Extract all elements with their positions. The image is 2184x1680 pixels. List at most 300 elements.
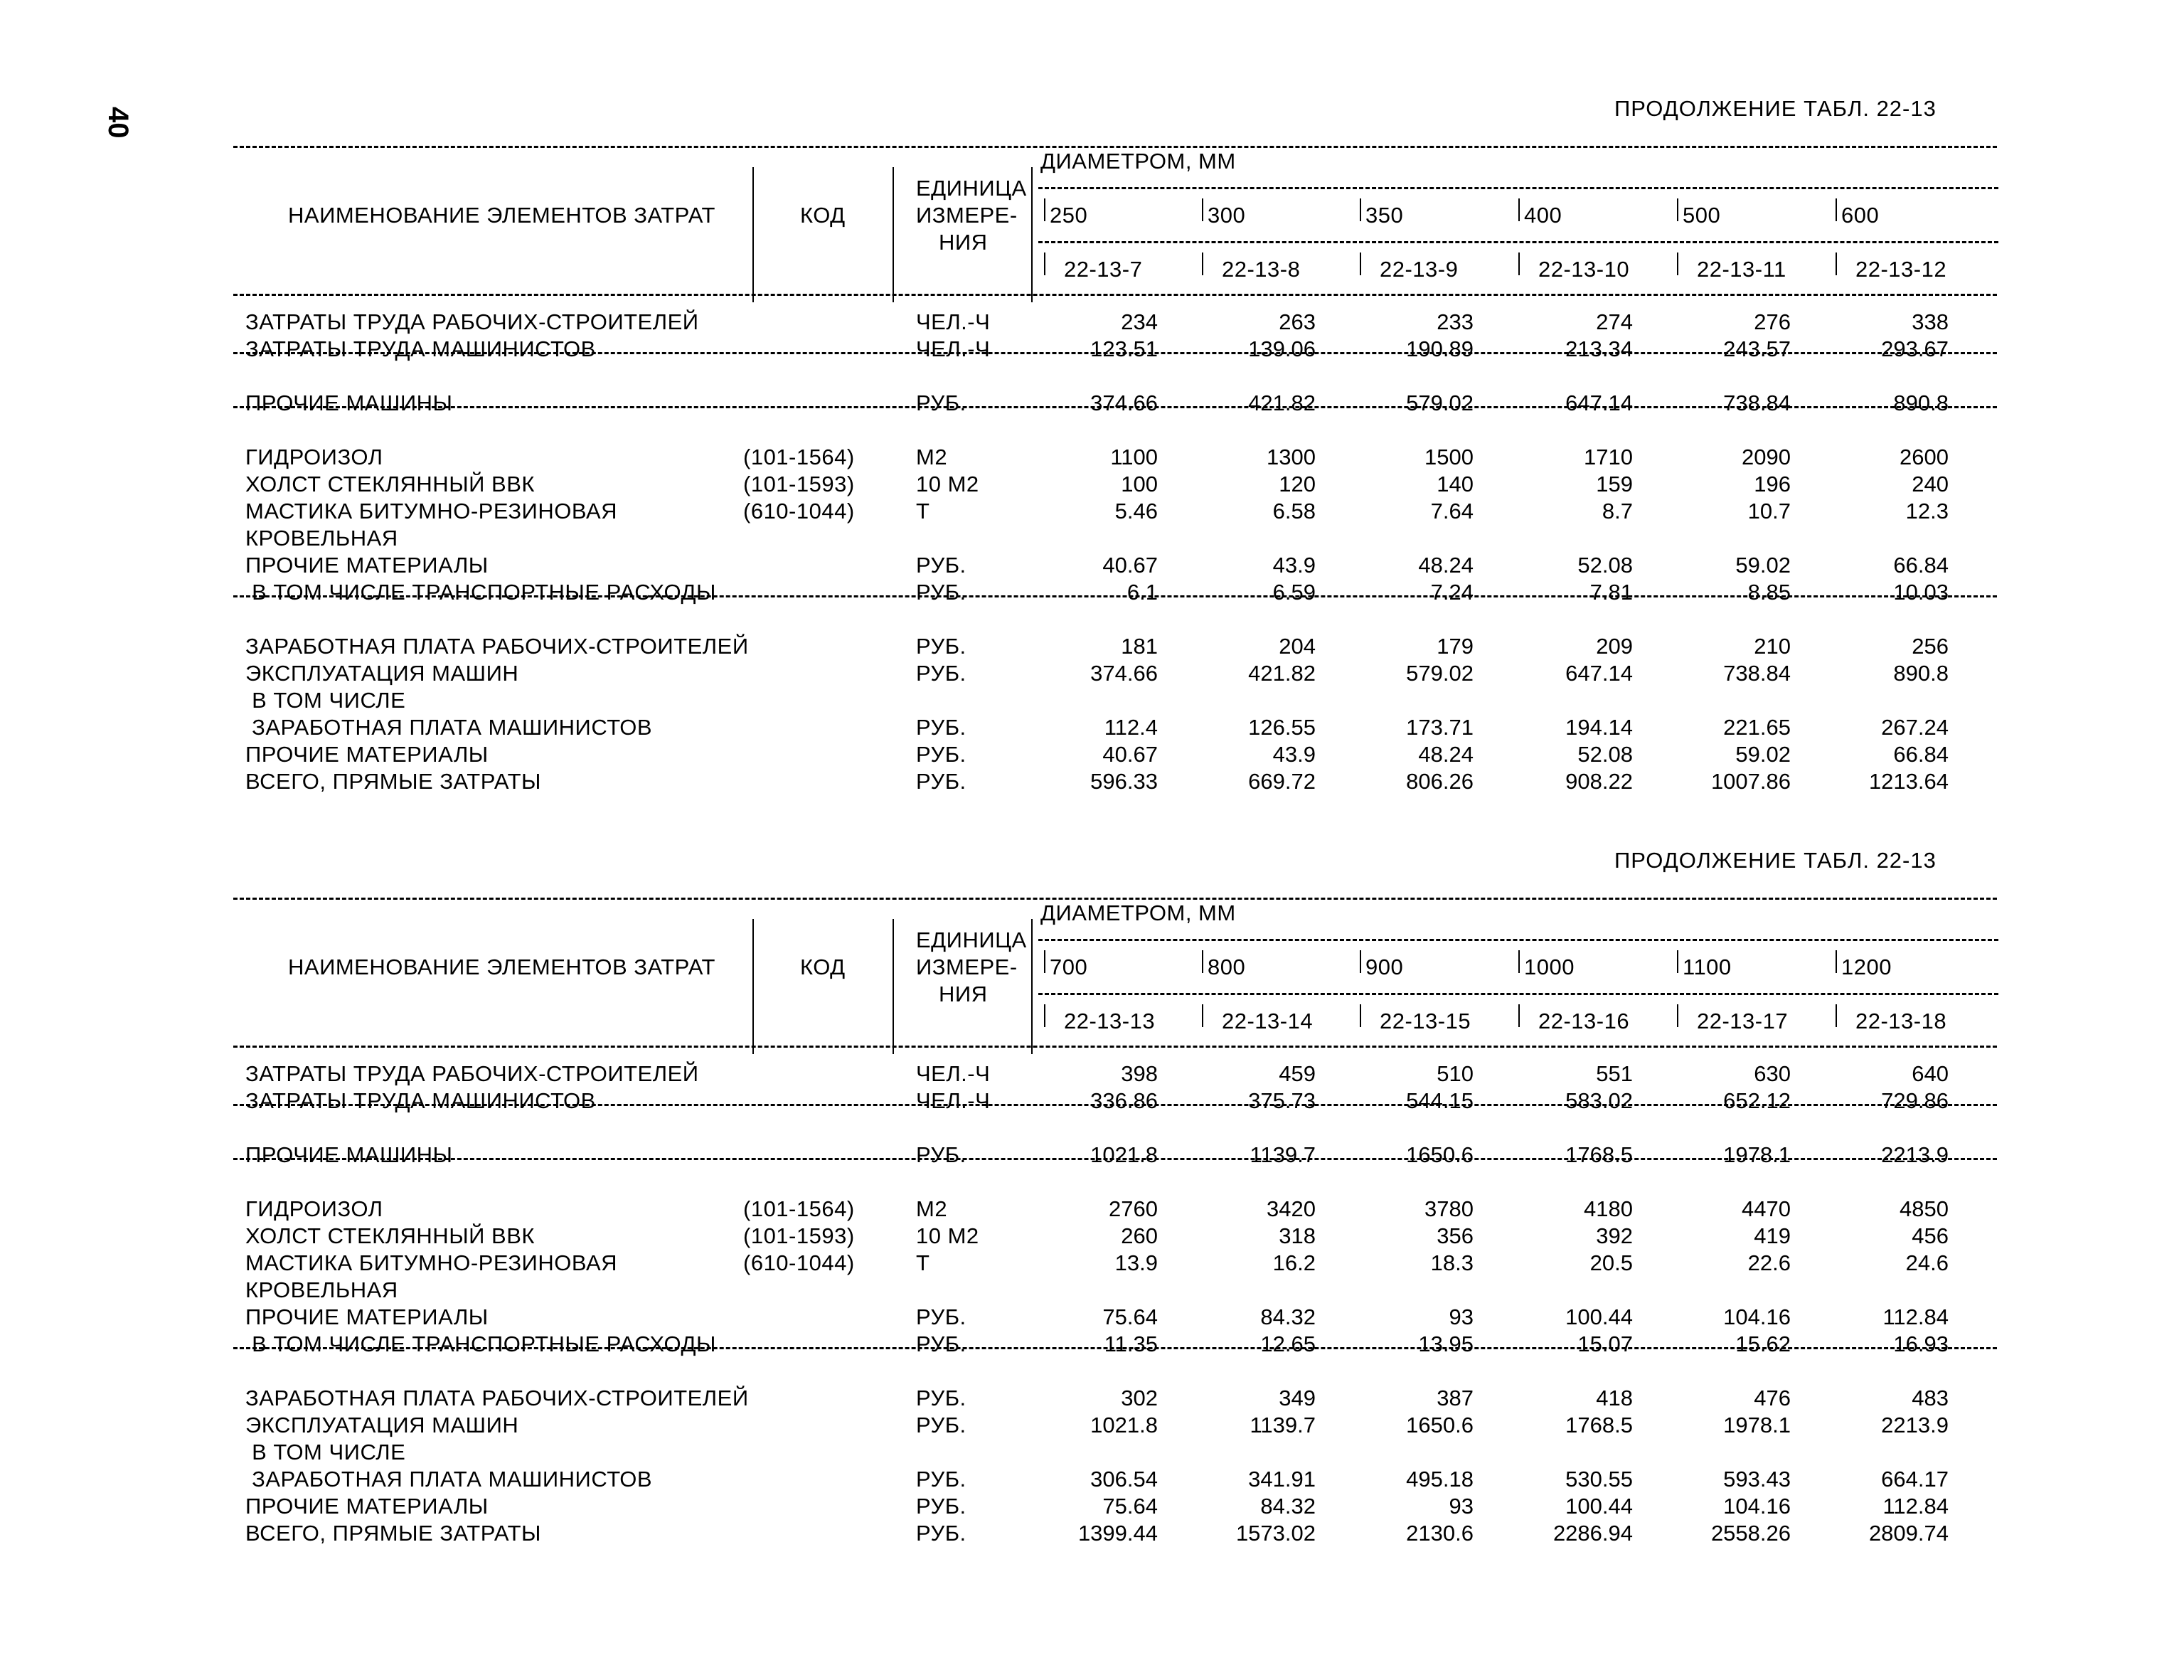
row-unit: РУБ. xyxy=(916,390,966,415)
row-name: В ТОМ ЧИСЛЕ ТРАНСПОРТНЫЕ РАСХОДЫ xyxy=(245,1331,716,1356)
group-separator-rule xyxy=(233,352,1997,354)
row-value: 530.55 xyxy=(1565,1467,1633,1492)
row-unit: ЧЕЛ.-Ч xyxy=(916,336,991,361)
row-value: 140 xyxy=(1437,472,1474,496)
row-value: 93 xyxy=(1449,1304,1474,1329)
row-value: 7.64 xyxy=(1430,499,1474,523)
code-separator xyxy=(1518,1004,1520,1027)
diameter-header: 600 xyxy=(1841,203,1880,228)
row-value: 13.95 xyxy=(1418,1331,1474,1356)
diameter-header: 500 xyxy=(1683,203,1721,228)
norm-code-header: 22-13-16 xyxy=(1538,1009,1630,1033)
code-subrule xyxy=(1038,241,1998,243)
code-column-header: КОД xyxy=(800,955,846,979)
row-value: 7.81 xyxy=(1589,580,1633,605)
row-code: (101-1564) xyxy=(743,1196,855,1221)
unit-column-header: ЕДИНИЦА xyxy=(916,176,1027,201)
row-value: 647.14 xyxy=(1565,661,1633,686)
header-separator xyxy=(1031,919,1033,1054)
row-value: 1650.6 xyxy=(1406,1142,1474,1167)
row-value: 120 xyxy=(1279,472,1316,496)
row-name: ЗАРАБОТНАЯ ПЛАТА МАШИНИСТОВ xyxy=(245,1467,653,1492)
row-value: 18.3 xyxy=(1430,1250,1474,1275)
row-value: 387 xyxy=(1437,1386,1474,1410)
diameter-separator xyxy=(1360,198,1361,221)
row-name: ГИДРОИЗОЛ xyxy=(245,1196,383,1221)
row-value: 104.16 xyxy=(1723,1494,1791,1519)
row-value: 16.2 xyxy=(1272,1250,1316,1275)
row-value: 7.24 xyxy=(1430,580,1474,605)
row-unit: ЧЕЛ.-Ч xyxy=(916,309,991,334)
diameter-separator xyxy=(1836,198,1837,221)
diameter-separator xyxy=(1518,198,1520,221)
row-value: 302 xyxy=(1121,1386,1158,1410)
row-name: ЭКСПЛУАТАЦИЯ МАШИН xyxy=(245,661,519,686)
row-value: 1021.8 xyxy=(1090,1142,1158,1167)
row-value: 112.4 xyxy=(1104,715,1158,740)
row-value: 190.89 xyxy=(1406,336,1474,361)
row-value: 2213.9 xyxy=(1881,1413,1949,1437)
row-value: 3420 xyxy=(1267,1196,1316,1221)
code-separator xyxy=(1677,252,1678,275)
row-value: 647.14 xyxy=(1565,390,1633,415)
norm-code-header: 22-13-11 xyxy=(1697,257,1786,282)
group-subrule xyxy=(1038,187,1998,189)
row-value: 1768.5 xyxy=(1565,1142,1633,1167)
row-name: ПРОЧИЕ МАТЕРИАЛЫ xyxy=(245,553,489,578)
row-value: 2760 xyxy=(1109,1196,1158,1221)
header-bottom-rule xyxy=(233,1046,1997,1048)
row-value: 374.66 xyxy=(1090,661,1158,686)
row-value: 210 xyxy=(1754,634,1791,659)
row-value: 392 xyxy=(1596,1223,1633,1248)
row-value: 669.72 xyxy=(1248,769,1316,794)
diameter-separator xyxy=(1677,950,1678,973)
row-value: 551 xyxy=(1596,1061,1633,1086)
row-name: ПРОЧИЕ МАТЕРИАЛЫ xyxy=(245,1494,489,1519)
row-unit: 10 М2 xyxy=(916,1223,979,1248)
row-value: 123.51 xyxy=(1090,336,1158,361)
norm-code-header: 22-13-9 xyxy=(1380,257,1459,282)
header-top-rule xyxy=(233,898,1997,900)
row-value: 22.6 xyxy=(1747,1250,1791,1275)
row-value: 15.62 xyxy=(1735,1331,1791,1356)
diameter-separator xyxy=(1677,198,1678,221)
row-value: 12.3 xyxy=(1905,499,1949,523)
row-name: ВСЕГО, ПРЯМЫЕ ЗАТРАТЫ xyxy=(245,769,541,794)
row-value: 194.14 xyxy=(1565,715,1633,740)
row-name: ЗАТРАТЫ ТРУДА МАШИНИСТОВ xyxy=(245,336,596,361)
row-value: 1021.8 xyxy=(1090,1413,1158,1437)
norm-code-header: 22-13-12 xyxy=(1855,257,1947,282)
unit-column-header: НИЯ xyxy=(939,982,988,1006)
row-value: 173.71 xyxy=(1406,715,1474,740)
row-value: 12.65 xyxy=(1260,1331,1316,1356)
code-separator xyxy=(1518,252,1520,275)
row-code: (101-1593) xyxy=(743,472,855,496)
row-value: 336.86 xyxy=(1090,1088,1158,1113)
row-value: 84.32 xyxy=(1260,1304,1316,1329)
row-value: 48.24 xyxy=(1418,553,1474,578)
row-value: 16.93 xyxy=(1893,1331,1949,1356)
row-value: 652.12 xyxy=(1723,1088,1791,1113)
header-separator xyxy=(752,919,754,1054)
row-value: 1500 xyxy=(1424,445,1474,469)
row-code: (101-1593) xyxy=(743,1223,855,1248)
unit-column-header: НИЯ xyxy=(939,230,988,255)
row-name: В ТОМ ЧИСЛЕ ТРАНСПОРТНЫЕ РАСХОДЫ xyxy=(245,580,716,605)
row-value: 356 xyxy=(1437,1223,1474,1248)
row-value: 10.03 xyxy=(1893,580,1949,605)
row-unit: РУБ. xyxy=(916,742,966,767)
row-unit: РУБ. xyxy=(916,634,966,659)
row-value: 274 xyxy=(1596,309,1633,334)
row-value: 276 xyxy=(1754,309,1791,334)
row-value: 112.84 xyxy=(1882,1304,1949,1329)
row-value: 75.64 xyxy=(1102,1304,1158,1329)
row-value: 84.32 xyxy=(1260,1494,1316,1519)
row-value: 48.24 xyxy=(1418,742,1474,767)
code-separator xyxy=(1044,252,1045,275)
row-name: МАСТИКА БИТУМНО-РЕЗИНОВАЯ xyxy=(245,1250,618,1275)
header-bottom-rule xyxy=(233,294,1997,296)
diameter-separator xyxy=(1202,950,1203,973)
row-value: 495.18 xyxy=(1406,1467,1474,1492)
row-code: (101-1564) xyxy=(743,445,855,469)
row-name: ХОЛСТ СТЕКЛЯННЫЙ ВВК xyxy=(245,472,535,496)
row-unit: РУБ. xyxy=(916,1467,966,1492)
row-unit: 10 М2 xyxy=(916,472,979,496)
row-value: 510 xyxy=(1437,1061,1474,1086)
row-value: 100 xyxy=(1121,472,1158,496)
row-value: 40.67 xyxy=(1102,553,1158,578)
row-value: 260 xyxy=(1121,1223,1158,1248)
norm-code-header: 22-13-10 xyxy=(1538,257,1630,282)
row-name: МАСТИКА БИТУМНО-РЕЗИНОВАЯ xyxy=(245,499,618,523)
row-value: 1710 xyxy=(1584,445,1633,469)
unit-column-header: ИЗМЕРЕ- xyxy=(916,203,1018,228)
row-name: ЗАТРАТЫ ТРУДА МАШИНИСТОВ xyxy=(245,1088,596,1113)
row-value: 221.65 xyxy=(1723,715,1791,740)
row-value: 4470 xyxy=(1742,1196,1791,1221)
row-value: 159 xyxy=(1596,472,1633,496)
unit-column-header: ЕДИНИЦА xyxy=(916,927,1027,952)
row-unit: РУБ. xyxy=(916,1386,966,1410)
row-value: 11.35 xyxy=(1104,1331,1158,1356)
name-column-header: НАИМЕНОВАНИЕ ЭЛЕМЕНТОВ ЗАТРАТ xyxy=(288,203,715,228)
row-value: 100.44 xyxy=(1565,1494,1633,1519)
row-value: 398 xyxy=(1121,1061,1158,1086)
row-value: 2600 xyxy=(1900,445,1949,469)
row-value: 1768.5 xyxy=(1565,1413,1633,1437)
row-value: 640 xyxy=(1912,1061,1949,1086)
row-value: 263 xyxy=(1279,309,1316,334)
group-separator-rule xyxy=(233,1104,1997,1106)
row-value: 544.15 xyxy=(1406,1088,1474,1113)
diameter-separator xyxy=(1202,198,1203,221)
row-value: 40.67 xyxy=(1102,742,1158,767)
diameter-header: 250 xyxy=(1050,203,1088,228)
row-value: 306.54 xyxy=(1090,1467,1158,1492)
diameter-group-header: ДИАМЕТРОМ, ММ xyxy=(1040,149,1236,174)
header-separator xyxy=(893,167,894,302)
row-name: ЭКСПЛУАТАЦИЯ МАШИН xyxy=(245,1413,519,1437)
diameter-header: 800 xyxy=(1208,955,1246,979)
row-value: 2130.6 xyxy=(1406,1521,1474,1546)
row-value: 2286.94 xyxy=(1552,1521,1633,1546)
diameter-separator xyxy=(1044,198,1045,221)
row-value: 13.9 xyxy=(1114,1250,1158,1275)
row-value: 349 xyxy=(1279,1386,1316,1410)
row-value: 234 xyxy=(1121,309,1158,334)
row-value: 1139.7 xyxy=(1250,1413,1316,1437)
row-value: 338 xyxy=(1912,309,1949,334)
norm-code-header: 22-13-13 xyxy=(1064,1009,1156,1033)
row-unit: М2 xyxy=(916,1196,948,1221)
row-value: 5.46 xyxy=(1114,499,1158,523)
row-value: 579.02 xyxy=(1406,661,1474,686)
row-unit: РУБ. xyxy=(916,553,966,578)
row-name: В ТОМ ЧИСЛЕ xyxy=(245,1440,406,1464)
row-value: 243.57 xyxy=(1723,336,1791,361)
row-name: ВСЕГО, ПРЯМЫЕ ЗАТРАТЫ xyxy=(245,1521,541,1546)
row-name: ЗАТРАТЫ ТРУДА РАБОЧИХ-СТРОИТЕЛЕЙ xyxy=(245,309,699,334)
code-separator xyxy=(1044,1004,1045,1027)
code-separator xyxy=(1202,252,1203,275)
row-value: 483 xyxy=(1912,1386,1949,1410)
row-value: 256 xyxy=(1912,634,1949,659)
row-unit: РУБ. xyxy=(916,661,966,686)
row-unit: РУБ. xyxy=(916,1494,966,1519)
diameter-header: 300 xyxy=(1208,203,1246,228)
continuation-title: ПРОДОЛЖЕНИЕ ТАБЛ. 22-13 xyxy=(1614,96,1937,121)
group-subrule xyxy=(1038,939,1998,941)
row-name: ПРОЧИЕ МАШИНЫ xyxy=(245,1142,453,1167)
row-value: 66.84 xyxy=(1893,553,1949,578)
row-name: КРОВЕЛЬНАЯ xyxy=(245,1277,398,1302)
row-value: 476 xyxy=(1754,1386,1791,1410)
row-value: 181 xyxy=(1121,634,1158,659)
row-name: ПРОЧИЕ МАШИНЫ xyxy=(245,390,453,415)
row-code: (610-1044) xyxy=(743,499,855,523)
row-name: ПРОЧИЕ МАТЕРИАЛЫ xyxy=(245,742,489,767)
row-unit: РУБ. xyxy=(916,1304,966,1329)
norm-code-header: 22-13-17 xyxy=(1697,1009,1789,1033)
row-value: 890.8 xyxy=(1893,390,1949,415)
row-unit: М2 xyxy=(916,445,948,469)
row-name: ЗАРАБОТНАЯ ПЛАТА РАБОЧИХ-СТРОИТЕЛЕЙ xyxy=(245,634,749,659)
diameter-header: 1000 xyxy=(1524,955,1575,979)
diameter-header: 700 xyxy=(1050,955,1088,979)
row-name: ГИДРОИЗОЛ xyxy=(245,445,383,469)
row-value: 10.7 xyxy=(1747,499,1791,523)
row-value: 179 xyxy=(1437,634,1474,659)
norm-code-header: 22-13-8 xyxy=(1222,257,1301,282)
row-name: КРОВЕЛЬНАЯ xyxy=(245,526,398,551)
row-value: 579.02 xyxy=(1406,390,1474,415)
row-value: 2213.9 xyxy=(1881,1142,1949,1167)
row-value: 459 xyxy=(1279,1061,1316,1086)
row-value: 418 xyxy=(1596,1386,1633,1410)
row-value: 4180 xyxy=(1584,1196,1633,1221)
row-value: 43.9 xyxy=(1272,553,1316,578)
row-value: 664.17 xyxy=(1881,1467,1949,1492)
row-value: 66.84 xyxy=(1893,742,1949,767)
header-separator xyxy=(752,167,754,302)
row-value: 8.85 xyxy=(1747,580,1791,605)
name-column-header: НАИМЕНОВАНИЕ ЭЛЕМЕНТОВ ЗАТРАТ xyxy=(288,955,715,979)
row-unit: РУБ. xyxy=(916,715,966,740)
row-unit: РУБ. xyxy=(916,1331,966,1356)
row-value: 6.1 xyxy=(1126,580,1158,605)
row-value: 213.34 xyxy=(1565,336,1633,361)
row-value: 1573.02 xyxy=(1235,1521,1316,1546)
group-separator-rule xyxy=(233,1347,1997,1349)
row-value: 890.8 xyxy=(1893,661,1949,686)
row-value: 1213.64 xyxy=(1868,769,1949,794)
diameter-header: 350 xyxy=(1365,203,1404,228)
row-value: 196 xyxy=(1754,472,1791,496)
row-value: 104.16 xyxy=(1723,1304,1791,1329)
row-value: 24.6 xyxy=(1905,1250,1949,1275)
row-value: 59.02 xyxy=(1735,742,1791,767)
row-name: В ТОМ ЧИСЛЕ xyxy=(245,688,406,713)
row-value: 1007.86 xyxy=(1710,769,1791,794)
row-name: ЗАРАБОТНАЯ ПЛАТА МАШИНИСТОВ xyxy=(245,715,653,740)
row-value: 374.66 xyxy=(1090,390,1158,415)
row-value: 112.84 xyxy=(1882,1494,1949,1519)
code-column-header: КОД xyxy=(800,203,846,228)
row-name: ЗАТРАТЫ ТРУДА РАБОЧИХ-СТРОИТЕЛЕЙ xyxy=(245,1061,699,1086)
row-value: 456 xyxy=(1912,1223,1949,1248)
row-value: 375.73 xyxy=(1248,1088,1316,1113)
row-value: 204 xyxy=(1279,634,1316,659)
row-unit: РУБ. xyxy=(916,1413,966,1437)
code-separator xyxy=(1677,1004,1678,1027)
row-value: 139.06 xyxy=(1248,336,1316,361)
row-value: 738.84 xyxy=(1723,390,1791,415)
row-value: 100.44 xyxy=(1565,1304,1633,1329)
row-value: 341.91 xyxy=(1248,1467,1316,1492)
row-value: 1139.7 xyxy=(1250,1142,1316,1167)
row-value: 421.82 xyxy=(1248,661,1316,686)
norm-code-header: 22-13-18 xyxy=(1855,1009,1947,1033)
row-value: 52.08 xyxy=(1577,553,1633,578)
row-value: 806.26 xyxy=(1406,769,1474,794)
row-value: 233 xyxy=(1437,309,1474,334)
page-number: 40 xyxy=(102,107,134,139)
row-unit: ЧЕЛ.-Ч xyxy=(916,1088,991,1113)
row-value: 1978.1 xyxy=(1723,1413,1791,1437)
code-subrule xyxy=(1038,993,1998,995)
row-value: 3780 xyxy=(1424,1196,1474,1221)
row-name: ЗАРАБОТНАЯ ПЛАТА РАБОЧИХ-СТРОИТЕЛЕЙ xyxy=(245,1386,749,1410)
code-separator xyxy=(1836,252,1837,275)
row-value: 729.86 xyxy=(1881,1088,1949,1113)
row-unit: РУБ. xyxy=(916,1142,966,1167)
diameter-separator xyxy=(1044,950,1045,973)
diameter-header: 400 xyxy=(1524,203,1562,228)
row-value: 267.24 xyxy=(1881,715,1949,740)
diameter-separator xyxy=(1518,950,1520,973)
header-separator xyxy=(1031,167,1033,302)
row-value: 4850 xyxy=(1900,1196,1949,1221)
row-value: 1300 xyxy=(1267,445,1316,469)
norm-code-header: 22-13-14 xyxy=(1222,1009,1314,1033)
code-separator xyxy=(1202,1004,1203,1027)
row-unit: РУБ. xyxy=(916,769,966,794)
row-value: 20.5 xyxy=(1589,1250,1633,1275)
row-value: 738.84 xyxy=(1723,661,1791,686)
row-value: 421.82 xyxy=(1248,390,1316,415)
row-value: 2090 xyxy=(1742,445,1791,469)
row-value: 6.59 xyxy=(1272,580,1316,605)
diameter-header: 1200 xyxy=(1841,955,1892,979)
diameter-group-header: ДИАМЕТРОМ, ММ xyxy=(1040,900,1236,925)
row-value: 593.43 xyxy=(1723,1467,1791,1492)
norm-code-header: 22-13-7 xyxy=(1064,257,1143,282)
diameter-separator xyxy=(1836,950,1837,973)
row-value: 596.33 xyxy=(1090,769,1158,794)
row-unit: Т xyxy=(916,499,930,523)
row-value: 75.64 xyxy=(1102,1494,1158,1519)
row-unit: Т xyxy=(916,1250,930,1275)
row-value: 52.08 xyxy=(1577,742,1633,767)
row-value: 293.67 xyxy=(1881,336,1949,361)
row-name: ПРОЧИЕ МАТЕРИАЛЫ xyxy=(245,1304,489,1329)
row-name: ХОЛСТ СТЕКЛЯННЫЙ ВВК xyxy=(245,1223,535,1248)
row-value: 419 xyxy=(1754,1223,1791,1248)
row-unit: РУБ. xyxy=(916,1521,966,1546)
row-unit: ЧЕЛ.-Ч xyxy=(916,1061,991,1086)
row-value: 630 xyxy=(1754,1061,1791,1086)
row-value: 1399.44 xyxy=(1077,1521,1158,1546)
row-value: 2809.74 xyxy=(1868,1521,1949,1546)
group-separator-rule xyxy=(233,595,1997,597)
row-unit: РУБ. xyxy=(916,580,966,605)
row-value: 1100 xyxy=(1110,445,1158,469)
header-top-rule xyxy=(233,146,1997,148)
group-separator-rule xyxy=(233,1158,1997,1160)
group-separator-rule xyxy=(233,406,1997,408)
row-value: 1650.6 xyxy=(1406,1413,1474,1437)
code-separator xyxy=(1360,1004,1361,1027)
row-value: 908.22 xyxy=(1565,769,1633,794)
row-value: 59.02 xyxy=(1735,553,1791,578)
row-value: 209 xyxy=(1596,634,1633,659)
row-value: 15.07 xyxy=(1577,1331,1633,1356)
continuation-title: ПРОДОЛЖЕНИЕ ТАБЛ. 22-13 xyxy=(1614,848,1937,873)
row-code: (610-1044) xyxy=(743,1250,855,1275)
row-value: 1978.1 xyxy=(1723,1142,1791,1167)
norm-code-header: 22-13-15 xyxy=(1380,1009,1471,1033)
diameter-header: 1100 xyxy=(1683,955,1732,979)
row-value: 583.02 xyxy=(1565,1088,1633,1113)
unit-column-header: ИЗМЕРЕ- xyxy=(916,955,1018,979)
header-separator xyxy=(893,919,894,1054)
row-value: 8.7 xyxy=(1602,499,1633,523)
row-value: 240 xyxy=(1912,472,1949,496)
row-value: 126.55 xyxy=(1248,715,1316,740)
row-value: 93 xyxy=(1449,1494,1474,1519)
code-separator xyxy=(1360,252,1361,275)
row-value: 318 xyxy=(1279,1223,1316,1248)
diameter-separator xyxy=(1360,950,1361,973)
row-value: 6.58 xyxy=(1272,499,1316,523)
row-value: 43.9 xyxy=(1272,742,1316,767)
code-separator xyxy=(1836,1004,1837,1027)
diameter-header: 900 xyxy=(1365,955,1404,979)
